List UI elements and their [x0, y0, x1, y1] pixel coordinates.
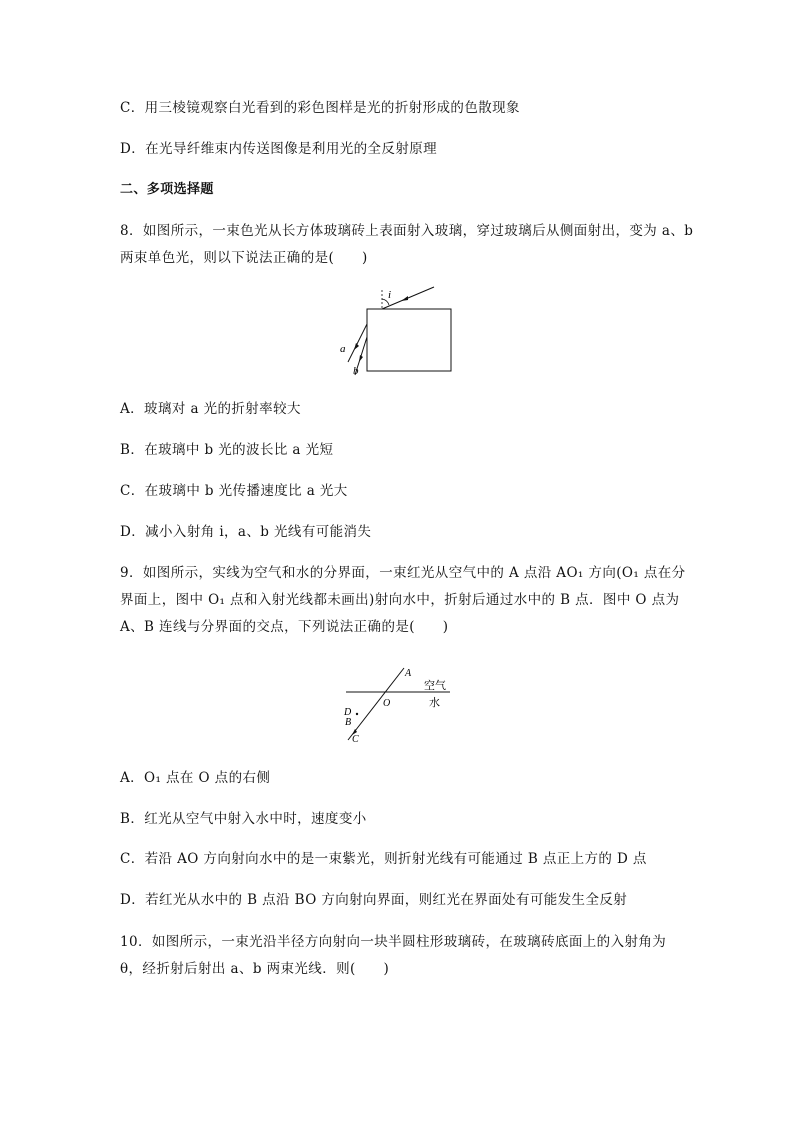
- q8-option-b: B．在玻璃中 b 光的波长比 a 光短: [120, 442, 334, 458]
- q10-stem-line-2: θ，经折射后射出 a、b 两束光线．则( ): [120, 961, 390, 977]
- label-a-point: A: [405, 668, 412, 679]
- q9-option-a: A．O₁ 点在 O 点的右侧: [120, 770, 271, 786]
- label-d-point: D: [344, 707, 352, 718]
- section-title: 二、多项选择题: [120, 182, 214, 197]
- q8-figure: [330, 282, 460, 380]
- label-c-point: C: [352, 734, 359, 745]
- q8-stem-line-2: 两束单色光，则以下说法正确的是( ): [120, 250, 368, 266]
- q9-option-d: D．若红光从水中的 B 点沿 BO 方向射向界面，则红光在界面处有可能发生全反射: [120, 892, 628, 908]
- q7-option-d: D．在光导纤维束内传送图像是利用光的全反射原理: [120, 141, 438, 157]
- label-b-point: B: [345, 717, 352, 728]
- q8-option-a: A．玻璃对 a 光的折射率较大: [120, 401, 301, 417]
- q10-stem-line-1: 10．如图所示，一束光沿半径方向射向一块半圆柱形玻璃砖，在玻璃砖底面上的入射角为: [120, 934, 667, 950]
- label-water: 水: [429, 697, 440, 709]
- ray-a-arrow: [354, 343, 359, 350]
- label-air: 空气: [424, 680, 446, 692]
- q9-option-c: C．若沿 AO 方向射向水中的是一束紫光，则折射光线有可能通过 B 点正上方的 D 点: [120, 851, 647, 867]
- q8-stem-line-1: 8．如图所示，一束色光从长方体玻璃砖上表面射入玻璃，穿过玻璃后从侧面射出，变为 a、b: [120, 223, 694, 239]
- ray-a: [348, 324, 367, 362]
- q9-figure: [340, 662, 460, 746]
- label-i: i: [388, 289, 392, 301]
- q7-option-c: C．用三棱镜观察白光看到的彩色图样是光的折射形成的色散现象: [120, 100, 520, 116]
- q8-option-d: D．减小入射角 i，a、b 光线有可能消失: [120, 524, 372, 540]
- q9-stem-line-1: 9．如图所示，实线为空气和水的分界面，一束红光从空气中的 A 点沿 AO₁ 方向(O₁ 点在分: [120, 565, 686, 581]
- point-d: [356, 713, 358, 715]
- label-a: a: [340, 343, 346, 355]
- q8-option-c: C．在玻璃中 b 光传播速度比 a 光大: [120, 483, 348, 499]
- label-o-point: O: [383, 698, 391, 709]
- ray-ao: [348, 668, 404, 740]
- q9-stem-line-2: 界面上，图中 O₁ 点和入射光线都未画出)射向水中，折射后通过水中的 B 点．图中 O 点为: [120, 592, 680, 608]
- label-b: b: [353, 365, 359, 377]
- q9-option-b: B．红光从空气中射入水中时，速度变小: [120, 811, 367, 827]
- glass-block: [367, 309, 451, 371]
- q9-stem-line-3: A、B 连线与分界面的交点，下列说法正确的是( ): [120, 619, 449, 635]
- ray-b-arrow: [359, 355, 363, 362]
